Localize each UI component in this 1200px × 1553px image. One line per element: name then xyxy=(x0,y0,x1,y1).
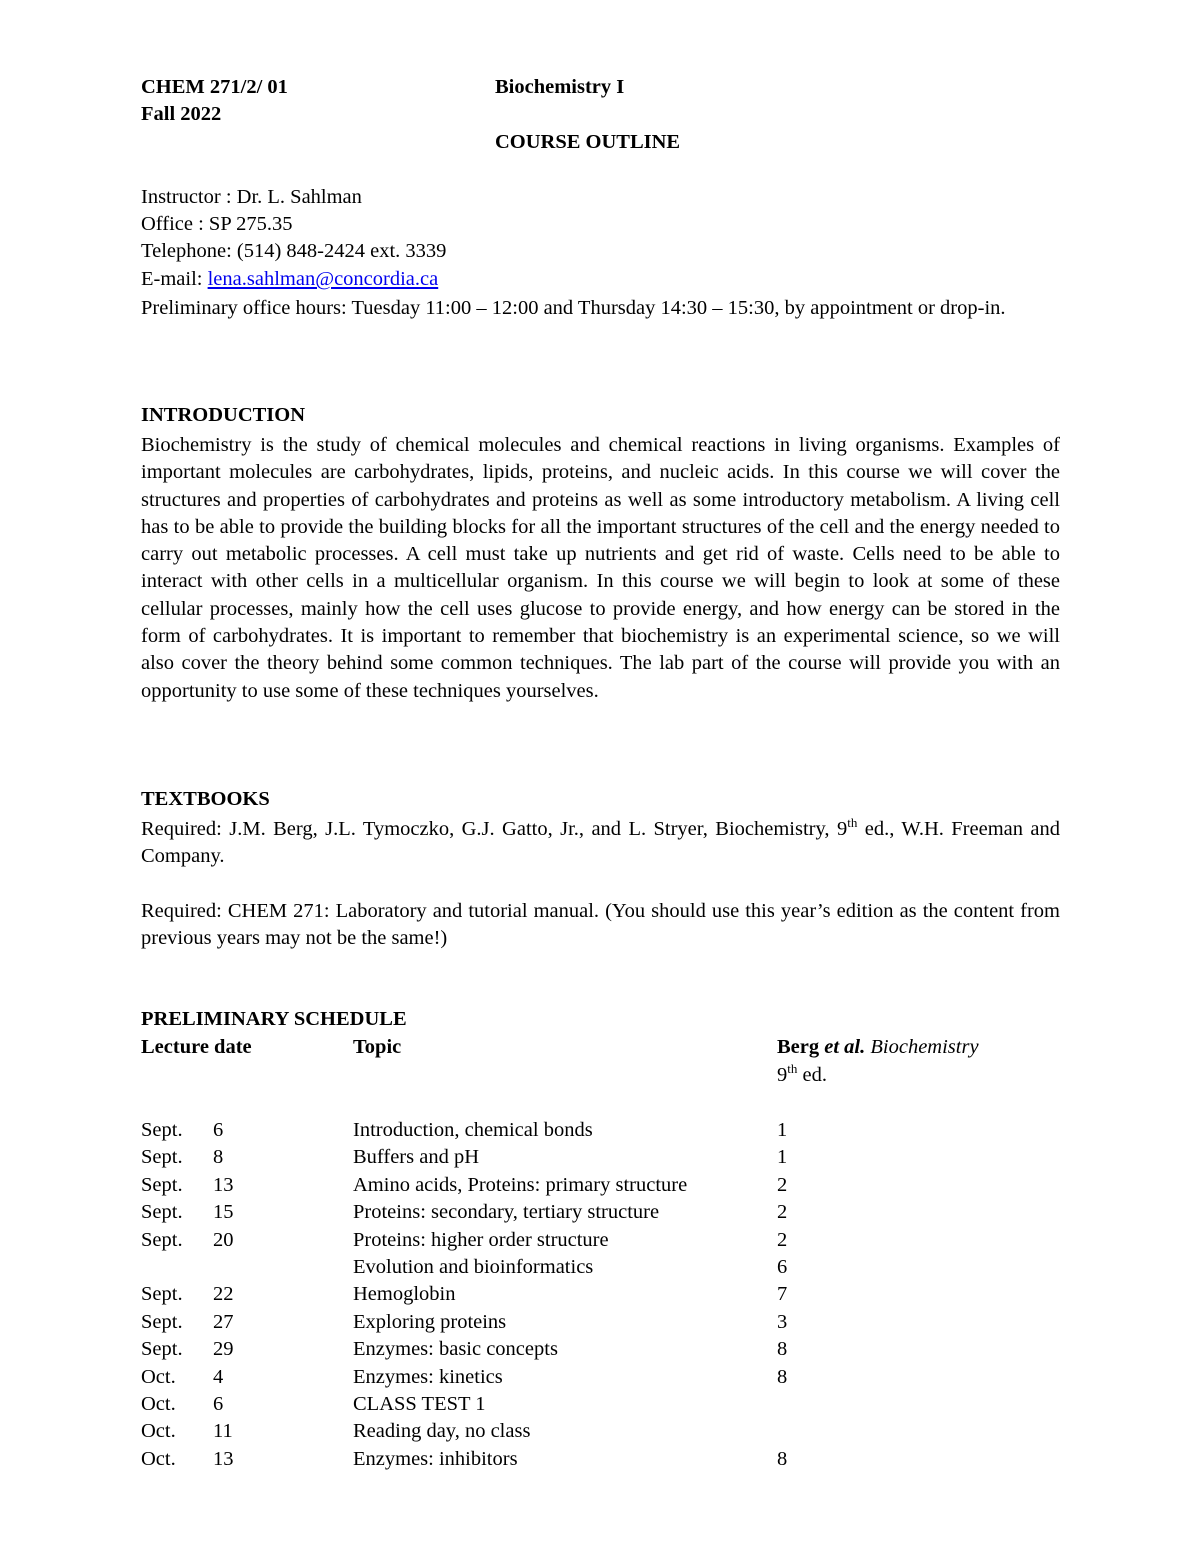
table-row xyxy=(141,1256,1001,1283)
row-day: 22 xyxy=(213,1283,234,1306)
row-topic: Enzymes: kinetics xyxy=(353,1365,503,1388)
course-title: Biochemistry I xyxy=(495,76,625,98)
row-topic: Amino acids, Proteins: primary structure xyxy=(353,1173,688,1196)
table-row xyxy=(141,1393,1001,1420)
row-chapter: 2 xyxy=(777,1173,788,1196)
row-chapter: 7 xyxy=(777,1283,788,1306)
textbook-1-sup: th xyxy=(847,815,858,830)
row-month: Sept. xyxy=(141,1310,183,1333)
table-row xyxy=(141,1283,1001,1310)
row-topic: Buffers and pH xyxy=(353,1146,480,1169)
table-row xyxy=(141,1366,1001,1393)
table-row xyxy=(141,1420,1001,1447)
row-chapter: 3 xyxy=(777,1310,788,1333)
email-line xyxy=(141,268,438,291)
instructor-line: Instructor : Dr. L. Sahlman xyxy=(141,186,362,208)
row-month: Oct. xyxy=(141,1447,176,1470)
row-month: Sept. xyxy=(141,1119,183,1141)
table-row xyxy=(141,1119,1001,1146)
introduction-body: Biochemistry is the study of chemical molecules and chemical reactions in living organisms. Examples of important molecules are carbohydrates, lipids, proteins, and nucleic acids. In this course we will cover the structures and properties of carbohydrates and proteins as well as some introductory metabolism. A living cell has to be able to provide the building blocks for all the important structures of the cell and the energy needed to carry out metabolic processes. A cell must take up nutrients and get rid of waste. Cells need to be able to interact with other cells in a multicellular organism. In this course we will begin to look at some of these cellular processes, mainly how the cell uses glucose to provide energy, and how energy can be stored in the form of carbohydrates. It is important to remember that biochemistry is an experimental science, so we will also cover the theory behind some common techniques. The lab part of the course will provide you with an opportunity to use some of these techniques yourselves. xyxy=(141,434,1060,702)
row-month: Sept. xyxy=(141,1338,183,1361)
row-chapter: 2 xyxy=(777,1201,788,1224)
schedule-heading: PRELIMINARY SCHEDULE xyxy=(141,1008,407,1030)
page-title: COURSE OUTLINE xyxy=(495,131,681,153)
row-chapter: 1 xyxy=(777,1146,788,1169)
col-header-date: Lecture date xyxy=(141,1036,252,1058)
row-topic: Hemoglobin xyxy=(353,1283,456,1306)
row-day: 29 xyxy=(213,1338,234,1361)
row-topic: CLASS TEST 1 xyxy=(353,1393,486,1415)
row-day: 20 xyxy=(213,1228,234,1251)
row-topic: Proteins: higher order structure xyxy=(353,1228,609,1251)
office-line: Office : SP 275.35 xyxy=(141,213,293,235)
row-topic: Enzymes: inhibitors xyxy=(353,1447,518,1470)
row-chapter: 8 xyxy=(777,1338,788,1361)
row-chapter: 8 xyxy=(777,1447,788,1470)
textbook-1-text: Required: J.M. Berg, J.L. Tymoczko, G.J. Gatto, Jr., and L. Stryer, Biochemistry, 9 xyxy=(141,818,848,840)
textbook-required-1 xyxy=(141,816,1060,871)
edition-number: 9 xyxy=(777,1064,788,1086)
table-row xyxy=(141,1146,1001,1173)
table-row xyxy=(141,1448,1001,1475)
row-day: 13 xyxy=(213,1173,234,1196)
row-topic: Exploring proteins xyxy=(353,1310,507,1333)
row-month: Sept. xyxy=(141,1228,183,1251)
email-label: E-mail: xyxy=(141,268,208,290)
row-day: 27 xyxy=(213,1310,234,1333)
table-row xyxy=(141,1201,1001,1228)
row-topic: Enzymes: basic concepts xyxy=(353,1338,558,1361)
row-topic: Evolution and bioinformatics xyxy=(353,1256,594,1278)
table-row xyxy=(141,1174,1001,1201)
row-topic: Proteins: secondary, tertiary structure xyxy=(353,1201,660,1224)
row-day: 6 xyxy=(213,1119,224,1141)
row-chapter: 2 xyxy=(777,1228,788,1251)
row-chapter: 8 xyxy=(777,1365,788,1388)
col-header-reference xyxy=(777,1036,979,1059)
row-day: 8 xyxy=(213,1146,224,1169)
ref-book: Biochemistry xyxy=(865,1036,979,1058)
edition-suffix: ed. xyxy=(797,1064,827,1086)
row-chapter: 1 xyxy=(777,1119,788,1141)
row-topic: Reading day, no class xyxy=(353,1420,531,1443)
col-header-edition xyxy=(777,1061,827,1087)
table-row xyxy=(141,1311,1001,1338)
row-month: Sept. xyxy=(141,1173,183,1196)
telephone-line: Telephone: (514) 848-2424 ext. 3339 xyxy=(141,240,447,262)
row-day: 15 xyxy=(213,1201,234,1224)
row-day: 4 xyxy=(213,1365,224,1388)
table-row xyxy=(141,1229,1001,1256)
row-topic: Introduction, chemical bonds xyxy=(353,1119,593,1141)
edition-sup: th xyxy=(787,1061,798,1076)
ref-etal: et al. xyxy=(824,1036,866,1058)
row-month: Sept. xyxy=(141,1146,183,1169)
textbooks-heading: TEXTBOOKS xyxy=(141,788,270,810)
textbook-required-2: Required: CHEM 271: Laboratory and tutorial manual. (You should use this year’s edition as the content from previous years may not be the same!) xyxy=(141,900,1060,950)
ref-author: Berg xyxy=(777,1036,825,1058)
row-chapter: 6 xyxy=(777,1256,788,1278)
col-header-topic: Topic xyxy=(353,1036,402,1058)
row-day: 6 xyxy=(213,1393,224,1415)
textbook-1-text-end: ed., W.H. Freeman and Company. xyxy=(141,818,1060,868)
row-month: Oct. xyxy=(141,1365,176,1388)
office-hours: Preliminary office hours: Tuesday 11:00 – 12:00 and Thursday 14:30 – 15:30, by appointment or drop-in. xyxy=(141,297,1006,319)
row-month: Sept. xyxy=(141,1201,183,1224)
email-link[interactable]: lena.sahlman@concordia.ca xyxy=(207,268,439,290)
row-month: Sept. xyxy=(141,1283,183,1306)
introduction-heading: INTRODUCTION xyxy=(141,404,306,426)
row-month: Oct. xyxy=(141,1420,176,1443)
term: Fall 2022 xyxy=(141,103,222,125)
row-day: 13 xyxy=(213,1447,234,1470)
table-row xyxy=(141,1338,1001,1365)
course-code: CHEM 271/2/ 01 xyxy=(141,76,288,98)
row-day: 11 xyxy=(213,1420,233,1443)
row-month: Oct. xyxy=(141,1393,176,1415)
